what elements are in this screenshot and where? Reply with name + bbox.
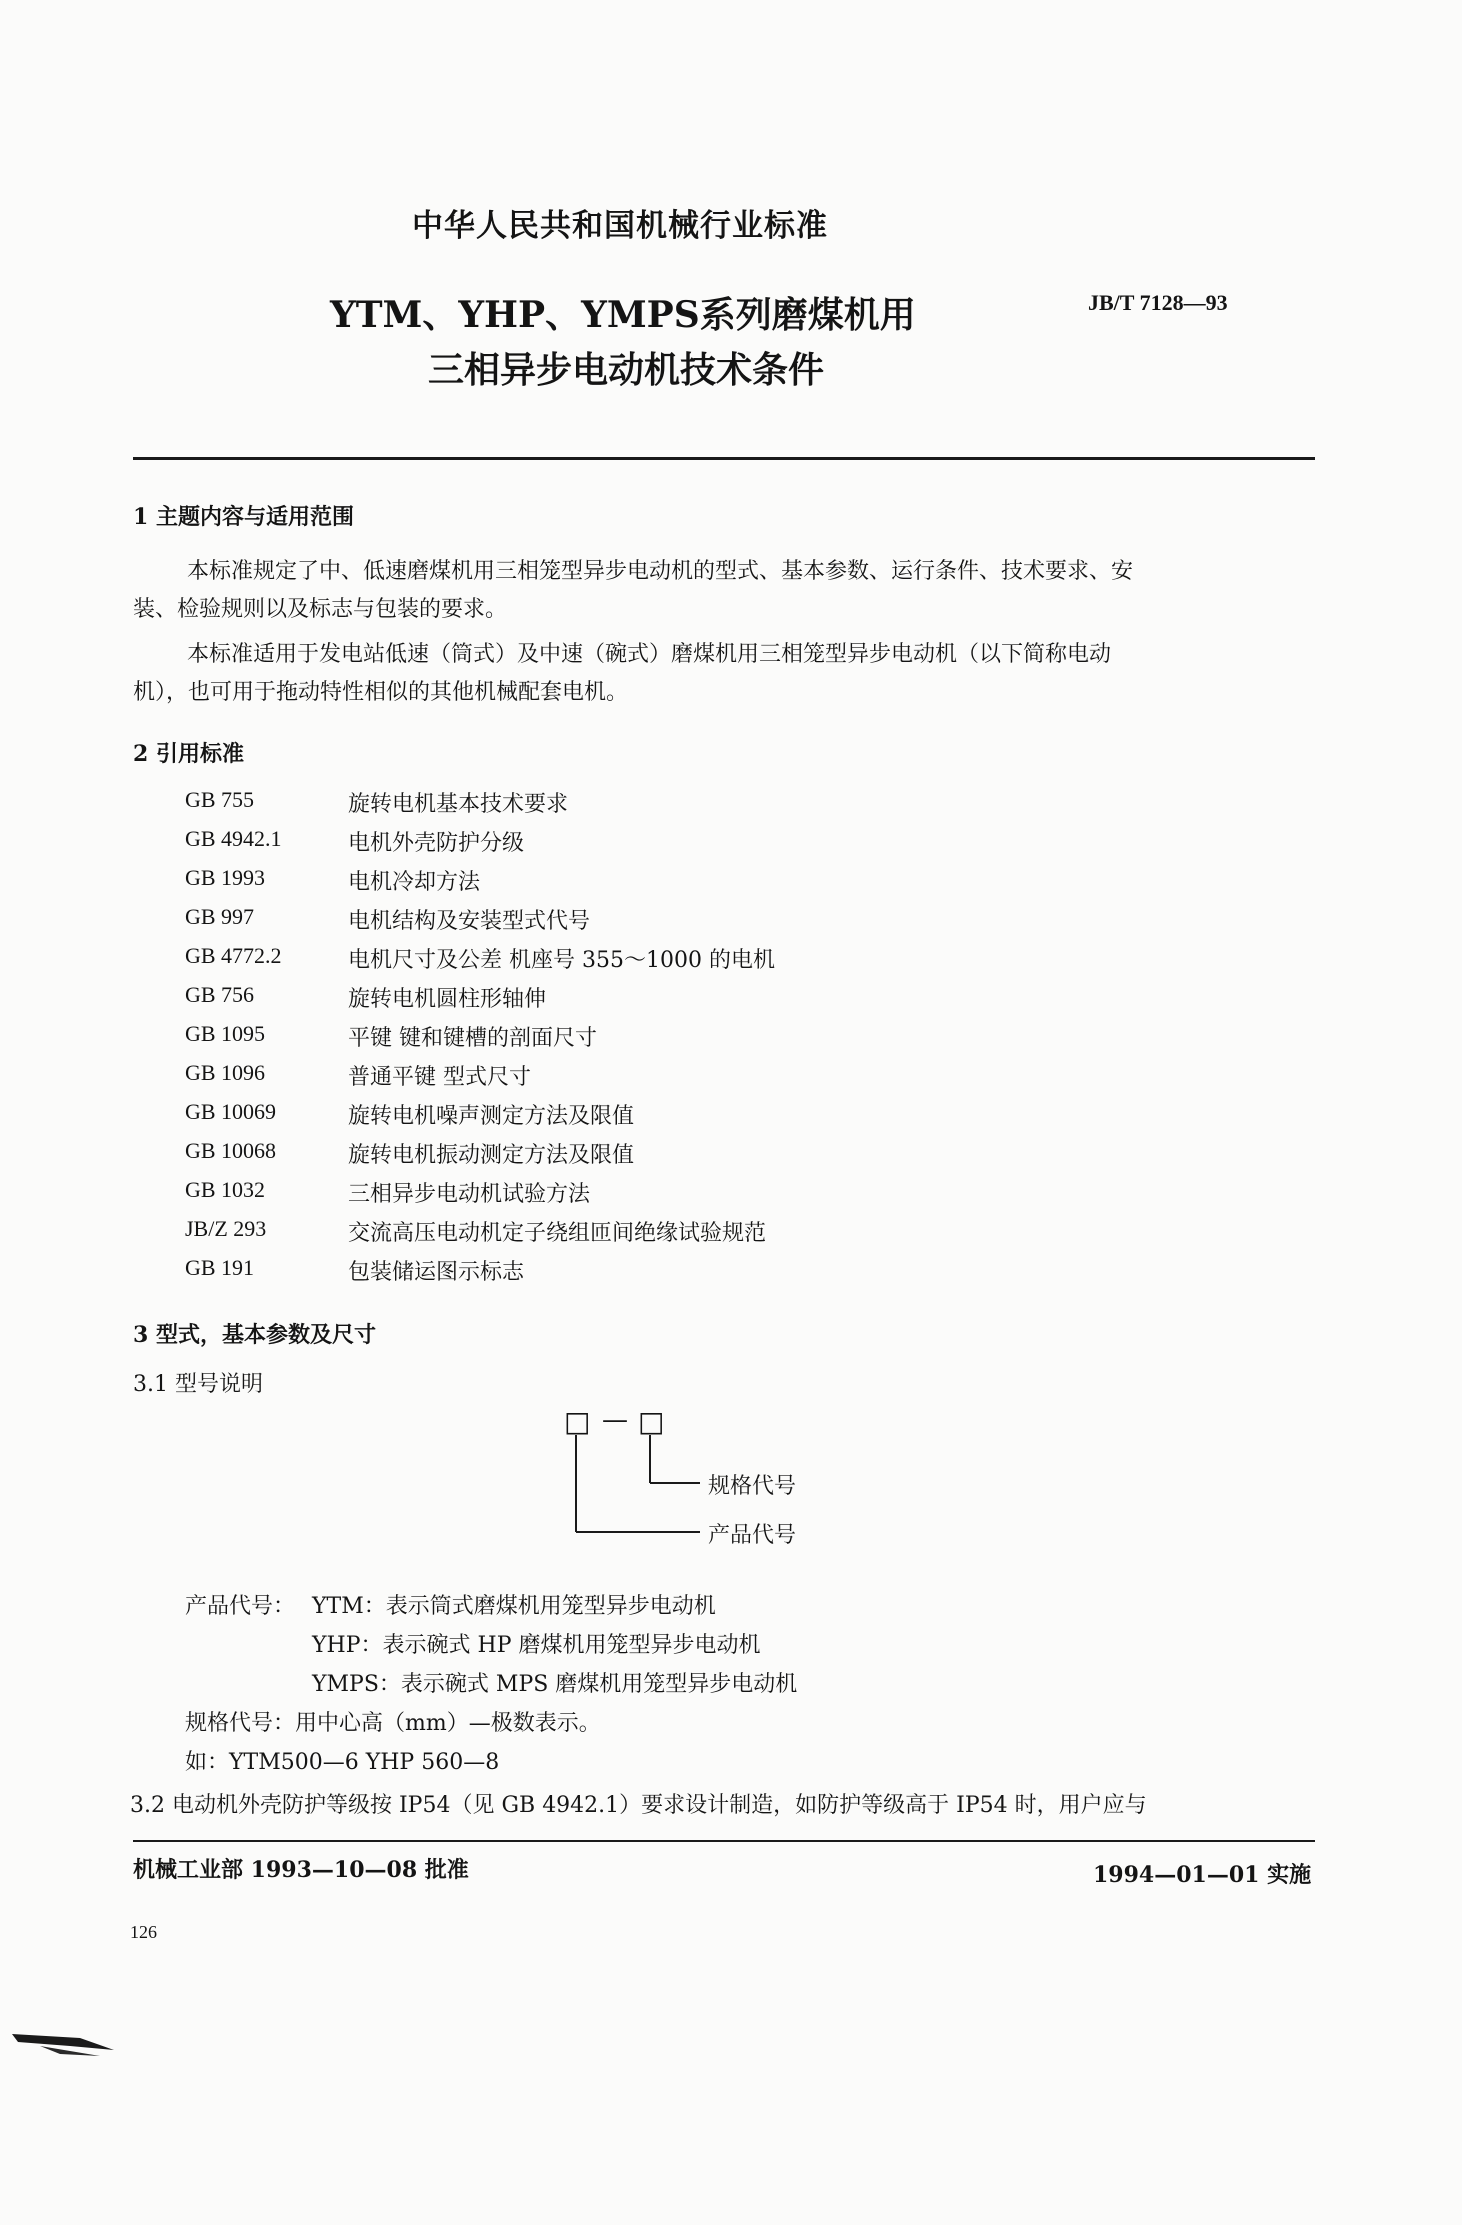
spec-code-box: □ (638, 1405, 665, 1438)
ref-code: GB 1096 (185, 1060, 266, 1085)
approval-date: 机械工业部 1993—10—08 批准 (133, 1857, 469, 1883)
scan-artifact-mark (10, 2020, 120, 2064)
document-title-line2: 三相异步电动机技术条件 (428, 349, 825, 391)
implementation-date: 1994—01—01 实施 (1093, 1862, 1312, 1888)
ref-title: 包装储运图示标志 (348, 1260, 525, 1285)
ref-title: 平键 键和键槽的剖面尺寸 (348, 1026, 597, 1051)
ref-code: GB 4772.2 (185, 943, 282, 968)
ref-title: 三相异步电动机试验方法 (348, 1182, 591, 1207)
spec-code-description: 规格代号：用中心高（mm）—极数表示。 (185, 1711, 601, 1736)
ref-title: 旋转电机振动测定方法及限值 (348, 1143, 635, 1168)
ref-title: 旋转电机基本技术要求 (348, 792, 569, 817)
model-designation-diagram (540, 1405, 880, 1555)
ref-code: GB 1032 (185, 1177, 266, 1202)
ref-code: GB 10069 (185, 1099, 277, 1124)
section3-1-heading: 3.1 型号说明 (133, 1372, 263, 1397)
ref-title: 普通平键 型式尺寸 (348, 1065, 531, 1090)
yhp-description: YHP：表示碗式 HP 磨煤机用笼型异步电动机 (312, 1633, 761, 1658)
section3-2-text: 3.2 电动机外壳防护等级按 IP54（见 GB 4942.1）要求设计制造，如防护等级高于 IP54 时，用户应与 (130, 1793, 1147, 1818)
ref-title: 旋转电机圆柱形轴伸 (348, 987, 547, 1012)
section1-para1-line1: 本标准规定了中、低速磨煤机用三相笼型异步电动机的型式、基本参数、运行条件、技术要求、安 (187, 559, 1134, 584)
designation-dash: — (602, 1405, 628, 1435)
issuing-organization: 中华人民共和国机械行业标准 (412, 208, 828, 244)
section3-heading: 3 型式，基本参数及尺寸 (133, 1322, 376, 1348)
section1-para2-line2: 机），也可用于拖动特性相似的其他机械配套电机。 (133, 680, 629, 705)
header-divider (133, 457, 1315, 460)
ref-title: 电机外壳防护分级 (348, 831, 525, 856)
ref-code: GB 1095 (185, 1021, 266, 1046)
ref-title: 交流高压电动机定子绕组匝间绝缘试验规范 (348, 1221, 767, 1246)
ref-code: GB 10068 (185, 1138, 277, 1163)
product-code-label: 产品代号 (708, 1523, 797, 1548)
section2-heading: 2 引用标准 (133, 741, 244, 767)
section1-heading: 1 主题内容与适用范围 (133, 504, 354, 530)
ref-title: 电机尺寸及公差 机座号 355～1000 的电机 (348, 948, 775, 973)
ref-code: GB 756 (185, 982, 255, 1007)
ref-code: GB 1993 (185, 865, 266, 890)
spec-code-label: 规格代号 (708, 1474, 797, 1499)
model-example: 如：YTM500—6 YHP 560—8 (185, 1750, 500, 1775)
page-number: 126 (130, 1922, 157, 1942)
ref-code: GB 755 (185, 787, 255, 812)
ref-code: GB 4942.1 (185, 826, 282, 851)
footer-divider (133, 1840, 1315, 1842)
section1-para1-line2: 装、检验规则以及标志与包装的要求。 (133, 597, 508, 622)
ref-code: GB 997 (185, 904, 255, 929)
ytm-description: YTM：表示筒式磨煤机用笼型异步电动机 (312, 1594, 716, 1619)
ref-code: JB/Z 293 (185, 1216, 267, 1241)
standard-number: JB/T 7128—93 (1088, 290, 1228, 315)
ref-title: 电机冷却方法 (348, 870, 481, 895)
ref-code: GB 191 (185, 1255, 255, 1280)
section1-para2-line1: 本标准适用于发电站低速（筒式）及中速（碗式）磨煤机用三相笼型异步电动机（以下简称电动 (187, 642, 1112, 667)
document-title-line1: YTM、YHP、YMPS系列磨煤机用 (330, 294, 916, 336)
product-code-box: □ (564, 1405, 591, 1438)
ymps-description: YMPS：表示碗式 MPS 磨煤机用笼型异步电动机 (312, 1672, 798, 1697)
ref-title: 旋转电机噪声测定方法及限值 (348, 1104, 635, 1129)
ref-title: 电机结构及安装型式代号 (348, 909, 591, 934)
product-code-prefix: 产品代号： (185, 1594, 296, 1619)
